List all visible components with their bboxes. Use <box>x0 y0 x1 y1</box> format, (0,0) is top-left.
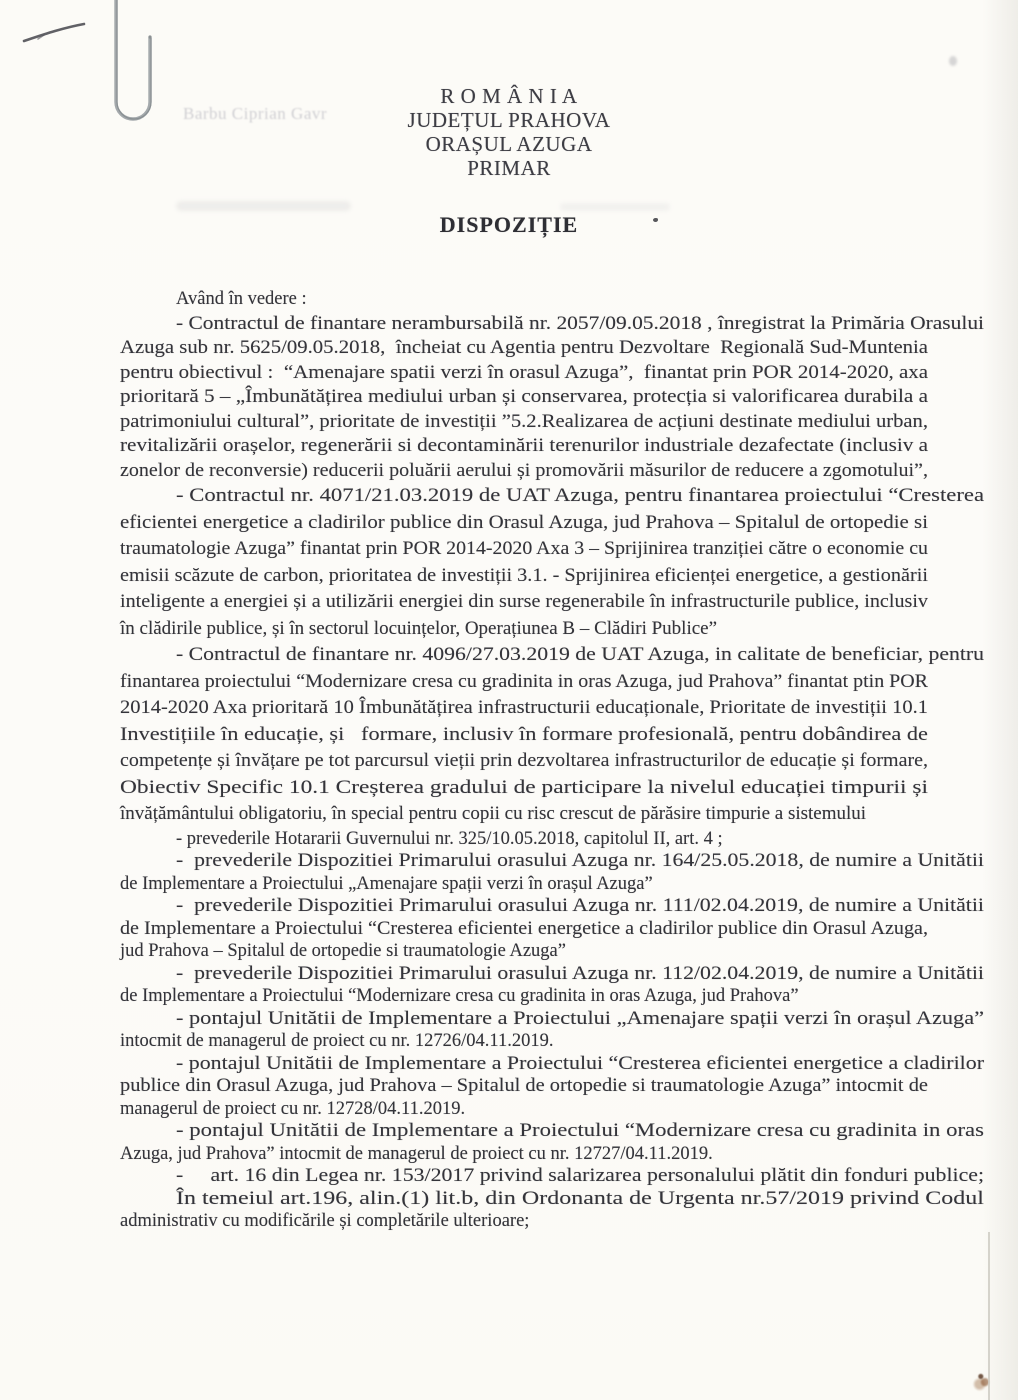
document-line <box>120 336 928 361</box>
document-line-text: publice din Orasul Azuga, jud Prahova – Spitalul de ortopedie si traumatologie Azuga” intocmit de <box>120 1076 928 1096</box>
paragraph-block <box>120 287 985 483</box>
document-line <box>120 385 928 410</box>
document-line-text: Obiectiv Specific 10.1 Creșterea gradului de participare la nivelul educației timpurii și <box>120 776 929 798</box>
document-line <box>120 510 928 537</box>
document-line-text: - pontajul Unitătii de Implementare a Proiectului “Modernizare cresa cu gradinita in oras <box>176 1121 984 1141</box>
corner-stain <box>970 1366 994 1392</box>
letterhead-city: ORAȘUL AZUGA <box>425 132 593 156</box>
document-line-text: zonelor de reconversie) reducerii poluării aerului și promovării măsurilor de reducere a zgomotului”, <box>120 460 928 481</box>
document-line <box>120 963 984 986</box>
document-line <box>120 312 984 337</box>
document-line <box>120 1030 928 1053</box>
document-line-text: inteligente a energiei și a utilizării energiei din surse regenerabile în infrastructurile publice, inclusiv <box>120 591 928 612</box>
document-line <box>120 1210 928 1233</box>
document-line <box>120 801 928 828</box>
scan-smudge <box>176 201 351 211</box>
document-line-text: - pontajul Unitătii de Implementare a Proiectului “Cresterea eficientei energetice a cladirilor <box>176 1053 985 1074</box>
document-line <box>120 483 984 510</box>
document-line <box>120 361 928 386</box>
document-line-text: finantarea proiectului “Modernizare cresa cu gradinita in oras Azuga, jud Prahova” finantat ptin POR <box>120 670 929 692</box>
document-line-text: competențe și învățare pe tot parcursul vieții prin dezvoltarea infrastructurilor de educație și formare, <box>120 750 929 771</box>
document-line-text: - prevederile Dispozitiei Primarului orasului Azuga nr. 111/02.04.2019, de numire a Unitătii <box>176 896 985 916</box>
document-line-text: - Contractul de finantare nerambursabilă nr. 2057/09.05.2018 , înregistrat la Primăria Orasului <box>176 313 985 334</box>
document-line-text: jud Prahova – Spitalul de ortopedie si traumatologie Azuga” <box>120 941 566 961</box>
document-line-text: traumatologie Azuga” finantat prin POR 2014-2020 Axa 3 – Sprijinirea tranziției către o economie cu <box>120 538 928 559</box>
document-line-text: administrativ cu modificările și completările ulterioare; <box>120 1211 530 1231</box>
document-line <box>120 287 984 312</box>
document-line <box>120 1075 928 1098</box>
document-line <box>120 940 928 963</box>
bleed-through-ghost-text: Barbu Ciprian Gavr <box>183 104 328 123</box>
document-line-text: pentru obiectivul : “Amenajare spatii verzi în orasul Azuga”, finantat prin POR 2014-2020, axa <box>120 362 929 383</box>
document-line <box>120 873 928 896</box>
document-line <box>120 536 928 563</box>
document-line <box>120 1098 928 1121</box>
paragraph-block <box>120 828 985 1233</box>
document-line-text: - prevederile Dispozitiei Primarului orasului Azuga nr. 112/02.04.2019, de numire a Unitătii <box>176 963 985 984</box>
document-line-text: Azuga sub nr. 5625/09.05.2018, încheiat cu Agentia pentru Dezvoltare Regională Sud-Muntenia <box>120 338 928 358</box>
document-line-text: de Implementare a Proiectului “Modernizare cresa cu gradinita in oras Azuga, jud Prahova” <box>120 986 799 1006</box>
document-line <box>120 410 928 435</box>
document-line-text: învățământului obligatoriu, în special pentru copii cu risc crescut de părăsire timpurie a sistemului <box>120 803 867 824</box>
document-line <box>120 1165 984 1188</box>
document-line-text: - Contractul de finantare nr. 4096/27.03.2019 de UAT Azuga, in calitate de beneficiar, pentru <box>176 644 985 665</box>
letterhead-country: R O M Â N I A <box>440 84 578 108</box>
document-line <box>120 434 928 459</box>
document-line-text: Având în vedere : <box>176 289 307 309</box>
document-line <box>120 1008 984 1031</box>
document-line-text: intocmit de managerul de proiect cu nr. 12726/04.11.2019. <box>120 1031 554 1051</box>
document-line-text: - prevederile Hotararii Guvernului nr. 325/10.05.2018, capitolul II, art. 4 ; <box>176 828 723 849</box>
document-line <box>120 828 984 851</box>
document-line <box>120 669 928 696</box>
document-line <box>120 775 928 802</box>
document-line-text: În temeiul art.196, alin.(1) lit.b, din Ordonanta de Urgenta nr.57/2019 privind Codul <box>176 1188 984 1209</box>
document-line <box>120 748 928 775</box>
document-line <box>120 695 928 722</box>
letterhead-county: JUDEȚUL PRAHOVA <box>407 108 611 132</box>
document-line <box>120 918 928 941</box>
document-line-text: eficientei energetice a cladirilor publice din Orasul Azuga, jud Prahova – Spitalul de ortopedie si <box>120 511 928 533</box>
document-line <box>120 1143 928 1166</box>
document-line-text: - Contractul nr. 4071/21.03.2019 de UAT Azuga, pentru finantarea proiectului “Cresterea <box>176 485 985 506</box>
document-line-text: prioritară 5 – „Îmbunătățirea mediului urban și conservarea, protecția si valorificarea durabila a <box>120 387 928 407</box>
document-line <box>120 589 928 616</box>
pen-stroke-mark <box>4 14 94 54</box>
document-line <box>120 1188 984 1211</box>
scan-smudge <box>560 203 670 211</box>
document-title: DISPOZIȚIE <box>439 212 579 237</box>
document-line-text: - prevederile Dispozitiei Primarului orasului Azuga nr. 164/25.05.2018, de numire a Unitătii <box>176 851 984 871</box>
paragraph-block <box>120 483 985 828</box>
document-line <box>120 850 984 873</box>
document-letterhead <box>0 84 1018 180</box>
document-body <box>120 287 985 1233</box>
letterhead-office: PRIMAR <box>467 156 551 180</box>
document-line-text: - pontajul Unitătii de Implementare a Proiectului „Amenajare spații verzi în orașul Azuga” <box>176 1008 985 1029</box>
document-line-text: emisii scăzute de carbon, prioritatea de investiții 3.1. - Sprijinirea eficienței energetice, a gestionării <box>120 564 929 586</box>
document-line-text: de Implementare a Proiectului “Cresterea eficientei energetice a cladirilor publice din Orasul Azuga, <box>120 918 929 939</box>
document-line-text: Azuga, jud Prahova” intocmit de managerul de proiect cu nr. 12727/04.11.2019. <box>120 1143 713 1164</box>
document-line <box>120 563 928 590</box>
document-line <box>120 1053 984 1076</box>
scan-speck <box>949 56 957 66</box>
document-line-text: managerul de proiect cu nr. 12728/04.11.2019. <box>120 1098 466 1119</box>
document-line-text: Investițiile în educație, și formare, inclusiv în formare profesională, pentru dobândirea de <box>120 723 928 745</box>
document-line <box>120 616 928 643</box>
document-line-text: - art. 16 din Legea nr. 153/2017 privind salarizarea personalului plătit din fonduri publice; <box>176 1166 985 1186</box>
document-line <box>120 722 928 749</box>
document-line-text: 2014-2020 Axa prioritară 10 Îmbunătățirea infrastructurii educaționale, Prioritate de investiții 10.1 <box>120 697 928 718</box>
document-line-text: în clădirile publice, și în sectorul locuințelor, Operațiunea B – Clădiri Publice” <box>120 617 718 639</box>
document-line <box>120 459 928 484</box>
document-line-text: revitalizării orașelor, regenerării si decontaminării terenurilor industriale dezafectate (inclusiv a <box>120 436 929 456</box>
document-line <box>120 1120 984 1143</box>
document-line <box>120 642 984 669</box>
document-line <box>120 985 928 1008</box>
scan-edge-line <box>988 1232 990 1400</box>
document-line-text: de Implementare a Proiectului „Amenajare spații verzi în orașul Azuga” <box>120 873 653 894</box>
document-line <box>120 895 984 918</box>
document-line-text: patrimoniului cultural”, prioritate de investiții ”5.2.Realizarea de acțiuni destinate mediului urban, <box>120 411 928 432</box>
